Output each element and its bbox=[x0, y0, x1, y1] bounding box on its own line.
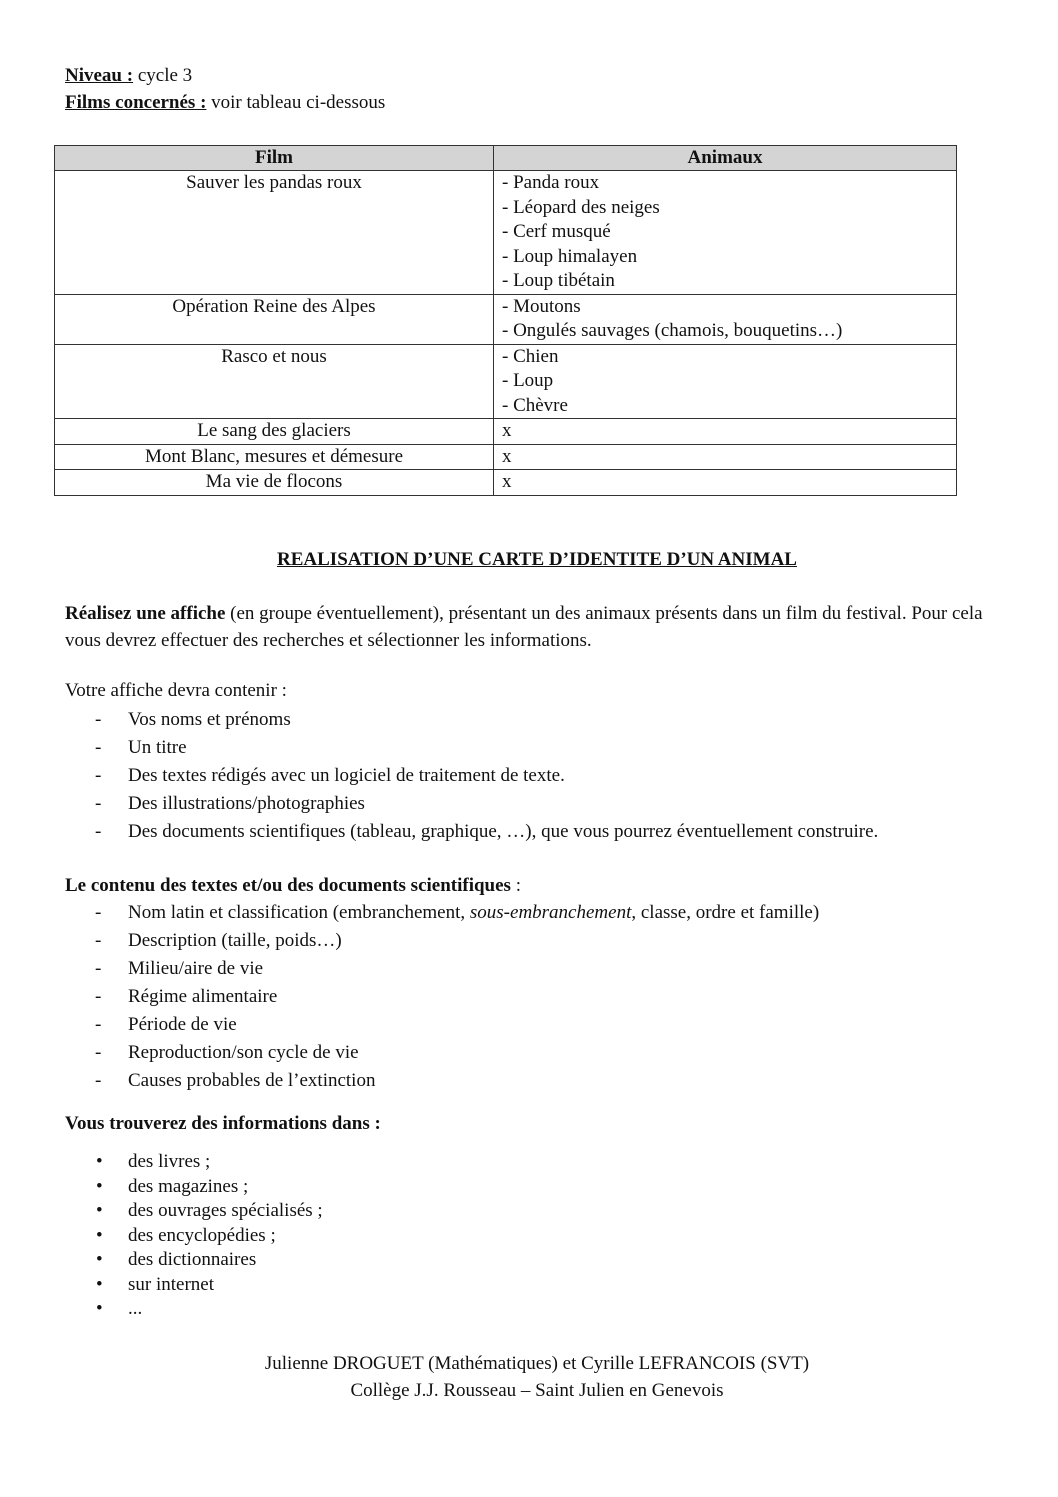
animals-cell bbox=[494, 419, 957, 445]
header-animaux: Animaux bbox=[494, 146, 957, 171]
animal-item: - Moutons bbox=[502, 295, 581, 317]
list-item-text: Des textes rédigés avec un logiciel de traitement de texte. bbox=[128, 765, 565, 786]
table-row bbox=[55, 344, 957, 419]
dash-mark: - bbox=[95, 765, 102, 786]
sources-heading: Vous trouverez des informations dans : bbox=[65, 1113, 381, 1134]
contenu-heading-bold: Le contenu des textes et/ou des documents scientifiques bbox=[65, 875, 511, 896]
film-cell: Ma vie de flocons bbox=[55, 470, 494, 496]
list-item-text: Reproduction/son cycle de vie bbox=[128, 1042, 359, 1063]
footer-school: Collège J.J. Rousseau – Saint Julien en Genevois bbox=[350, 1380, 724, 1401]
section-title: REALISATION D’UNE CARTE D’IDENTITE D’UN ANIMAL bbox=[277, 549, 797, 570]
animal-item: - Chèvre bbox=[502, 394, 568, 416]
table-row bbox=[55, 470, 957, 496]
table-header-row bbox=[55, 146, 957, 171]
affiche-heading: Votre affiche devra contenir : bbox=[65, 680, 287, 701]
list-item bbox=[65, 927, 819, 955]
list-item bbox=[65, 706, 878, 734]
dash-mark: - bbox=[95, 986, 102, 1007]
list-item bbox=[65, 1150, 323, 1175]
dash-mark: - bbox=[95, 737, 102, 758]
list-item-text: sur internet bbox=[128, 1273, 215, 1295]
list-item-text: des livres ; bbox=[128, 1151, 211, 1172]
footer bbox=[0, 1350, 1058, 1404]
bullet-mark: • bbox=[96, 1175, 103, 1197]
animal-item: - Léopard des neiges bbox=[502, 196, 660, 218]
bullet-mark: • bbox=[96, 1200, 103, 1221]
table-row bbox=[55, 444, 957, 470]
list-item-text: des magazines ; bbox=[128, 1175, 249, 1197]
list-item-text: Vos noms et prénoms bbox=[128, 709, 291, 730]
list-item bbox=[65, 818, 878, 846]
list-item bbox=[65, 734, 878, 762]
bullet-mark: • bbox=[96, 1224, 103, 1246]
list-item-text: Causes probables de l’extinction bbox=[128, 1070, 376, 1091]
film-cell: Mont Blanc, mesures et démesure bbox=[55, 444, 494, 470]
animal-item: - Loup himalayen bbox=[502, 245, 638, 267]
niveau-label: Niveau : bbox=[65, 65, 134, 86]
intro-bold: Réalisez une affiche bbox=[65, 603, 226, 624]
films-label: Films concernés : bbox=[65, 92, 207, 113]
bullet-mark: • bbox=[96, 1273, 103, 1295]
header-film: Film bbox=[55, 146, 494, 171]
animal-item: - Chien bbox=[502, 345, 559, 367]
list-item-text: ... bbox=[128, 1298, 143, 1319]
list-item-text: Un titre bbox=[128, 737, 187, 758]
list-item bbox=[65, 1199, 323, 1224]
dash-mark: - bbox=[95, 1070, 102, 1091]
table-row bbox=[55, 171, 957, 295]
list-item bbox=[65, 1039, 819, 1067]
bullet-mark: • bbox=[96, 1298, 103, 1319]
intro-paragraph bbox=[65, 600, 985, 654]
films-line bbox=[65, 90, 385, 117]
films-table bbox=[54, 145, 957, 496]
niveau-line bbox=[65, 63, 385, 90]
dash-mark: - bbox=[95, 1042, 102, 1063]
films-value: voir tableau ci-dessous bbox=[206, 92, 386, 113]
table-row bbox=[55, 419, 957, 445]
animals-cell bbox=[494, 470, 957, 496]
dash-mark: - bbox=[95, 709, 102, 730]
list-item-text-end: , classe, ordre et famille) bbox=[631, 902, 820, 923]
contenu-heading bbox=[65, 873, 985, 898]
affiche-list bbox=[65, 706, 878, 846]
bullet-mark: • bbox=[96, 1249, 103, 1270]
animal-item: - Cerf musqué bbox=[502, 221, 611, 242]
animals-cell bbox=[494, 344, 957, 419]
list-item-text: Des documents scientifiques (tableau, graphique, …), que vous pourrez éventuellement construire. bbox=[128, 821, 879, 842]
animals-cell bbox=[494, 294, 957, 344]
film-cell: Sauver les pandas roux bbox=[55, 171, 494, 295]
list-item-text: des encyclopédies ; bbox=[128, 1224, 276, 1246]
list-item-text: Description (taille, poids…) bbox=[128, 930, 342, 951]
bullet-mark: • bbox=[96, 1151, 103, 1172]
dash-mark: - bbox=[95, 902, 102, 923]
list-item-text: Période de vie bbox=[128, 1014, 237, 1035]
animal-item: - Loup tibétain bbox=[502, 270, 615, 291]
film-cell: Opération Reine des Alpes bbox=[55, 294, 494, 344]
animal-item: x bbox=[502, 471, 512, 492]
list-item bbox=[65, 1011, 819, 1039]
dash-mark: - bbox=[95, 958, 102, 979]
animal-item: - Panda roux bbox=[502, 172, 600, 193]
list-item-text: des dictionnaires bbox=[128, 1249, 257, 1270]
film-cell: Rasco et nous bbox=[55, 344, 494, 419]
sources-list bbox=[65, 1150, 323, 1322]
list-item bbox=[65, 1067, 819, 1095]
contenu-heading-rest: : bbox=[510, 875, 521, 896]
list-item-text: Régime alimentaire bbox=[128, 986, 278, 1007]
list-item bbox=[65, 1224, 323, 1249]
contenu-list bbox=[65, 899, 819, 1095]
intro-text: (en groupe éventuellement), présentant un des animaux présents dans un film du festival. Pour cela vous devrez effectuer des recherches et sélectionner les informations. bbox=[65, 603, 983, 651]
list-item bbox=[65, 1175, 323, 1200]
list-item bbox=[65, 1248, 323, 1273]
dash-mark: - bbox=[95, 821, 102, 842]
list-item-text: Des illustrations/photographies bbox=[128, 793, 365, 814]
list-item-text: des ouvrages spécialisés ; bbox=[128, 1200, 323, 1221]
animal-item: - Ongulés sauvages (chamois, bouquetins…) bbox=[502, 320, 843, 341]
list-item bbox=[65, 1273, 323, 1298]
dash-mark: - bbox=[95, 1014, 102, 1035]
animal-item: - Loup bbox=[502, 370, 554, 391]
list-item bbox=[65, 790, 878, 818]
list-item bbox=[65, 1297, 323, 1322]
list-item bbox=[65, 983, 819, 1011]
meta-block bbox=[65, 63, 385, 117]
list-item bbox=[65, 762, 878, 790]
list-item bbox=[65, 955, 819, 983]
list-item-text: Milieu/aire de vie bbox=[128, 958, 264, 979]
list-item-text: Nom latin et classification (embranchement, bbox=[128, 902, 470, 923]
animal-item: x bbox=[502, 420, 512, 441]
footer-authors: Julienne DROGUET (Mathématiques) et Cyrille LEFRANCOIS (SVT) bbox=[264, 1353, 810, 1374]
list-item-italic: sous-embranchement bbox=[469, 902, 632, 923]
table-row bbox=[55, 294, 957, 344]
dash-mark: - bbox=[95, 930, 102, 951]
film-cell: Le sang des glaciers bbox=[55, 419, 494, 445]
animal-item: x bbox=[502, 445, 512, 467]
animals-cell bbox=[494, 444, 957, 470]
niveau-value: cycle 3 bbox=[133, 65, 193, 86]
dash-mark: - bbox=[95, 793, 102, 814]
list-item bbox=[65, 899, 819, 927]
animals-cell bbox=[494, 171, 957, 295]
